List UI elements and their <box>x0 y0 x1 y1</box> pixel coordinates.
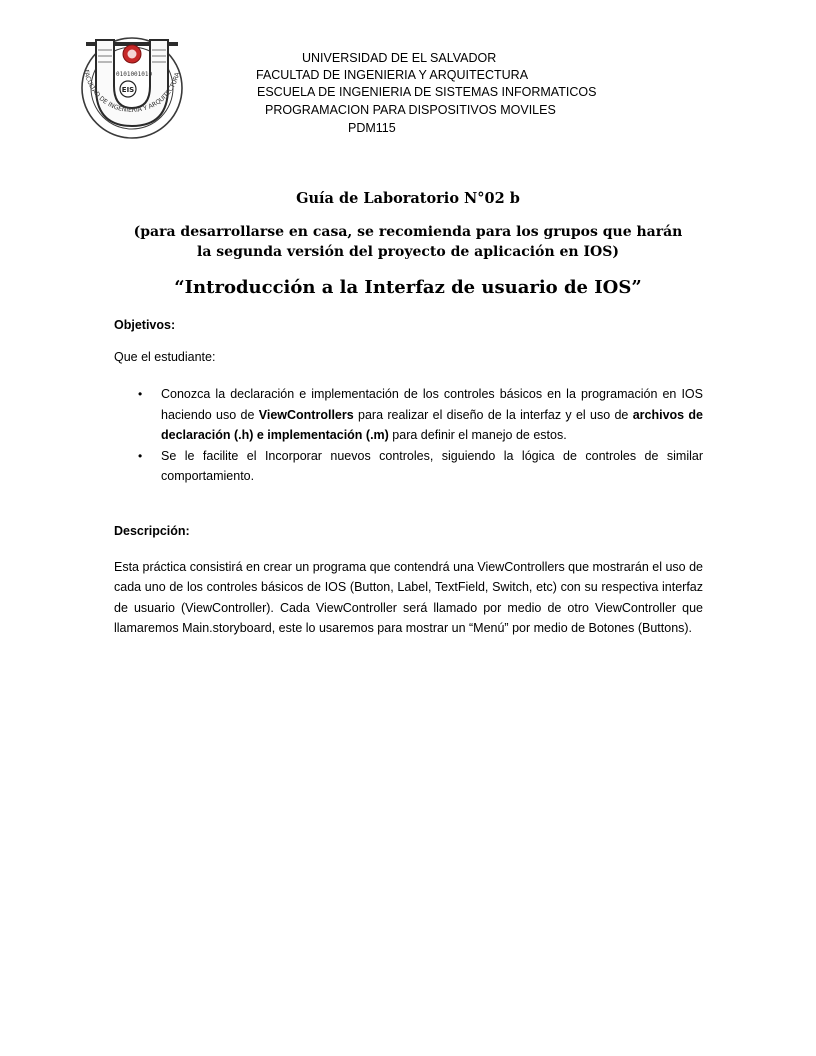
bullet-icon: • <box>138 387 143 401</box>
description-text: Esta práctica consistirá en crear un programa que contendrá una ViewControllers que mostrarán el uso de cada uno de los controles básicos de IOS (Button, Label, TextField, Switch, etc) con su respectiva interfaz de usuario (ViewController). Cada ViewController será llamado por medio de otro ViewController que llamaremos Main.storyboard, este lo usaremos para mostrar un “Menú” por medio de Botones (Buttons). <box>114 560 703 635</box>
logo-badge-text: EIS <box>121 86 135 94</box>
header-university: UNIVERSIDAD DE EL SALVADOR <box>302 51 497 65</box>
objective-text: para realizar el diseño de la interfaz y el uso de <box>353 407 633 422</box>
objective-text: Se le facilite el Incorporar nuevos controles, siguiendo la lógica de controles de similar comportamiento. <box>161 448 703 483</box>
description-heading: Descripción: <box>114 524 190 538</box>
objective-item <box>114 446 703 487</box>
logo-binary-text: 01010 <box>116 71 135 78</box>
objective-item <box>114 384 703 446</box>
header-course: PROGRAMACION PARA DISPOSITIVOS MOVILES <box>265 103 556 117</box>
university-logo <box>78 34 186 140</box>
logo-binary-text-2: 01010 <box>134 71 153 78</box>
guide-title: Guía de Laboratorio N°02 b <box>296 190 520 207</box>
logo-ring-text: FACULTAD DE INGENIERIA Y ARQUITECTURA <box>82 69 182 115</box>
objective-bold-viewcontrollers: ViewControllers <box>258 407 354 422</box>
main-title: “Introducción a la Interfaz de usuario de IOS” <box>174 277 642 298</box>
header-course-code: PDM115 <box>348 121 396 135</box>
bullet-icon: • <box>138 448 143 463</box>
objectives-heading: Objetivos: <box>114 318 176 332</box>
university-logo-graphic <box>78 34 186 140</box>
guide-subtitle-line1: (para desarrollarse en casa, se recomienda para los grupos que harán <box>133 224 683 240</box>
header-school: ESCUELA DE INGENIERIA DE SISTEMAS INFORMATICOS <box>257 85 597 99</box>
guide-subtitle-line2: la segunda versión del proyecto de aplicación en IOS) <box>197 244 619 260</box>
objective-text: para definir el manejo de estos. <box>388 428 567 442</box>
header-faculty: FACULTAD DE INGENIERIA Y ARQUITECTURA <box>256 68 529 82</box>
objectives-intro: Que el estudiante: <box>114 350 216 364</box>
objective-text: Conozca la declaración e implementación de los controles básicos en la programación en IOS haciendo uso de <box>161 387 703 422</box>
objective-bold-files: archivos de declaración (.h) e implementación (.m) <box>161 407 704 442</box>
objectives-list <box>114 384 703 487</box>
